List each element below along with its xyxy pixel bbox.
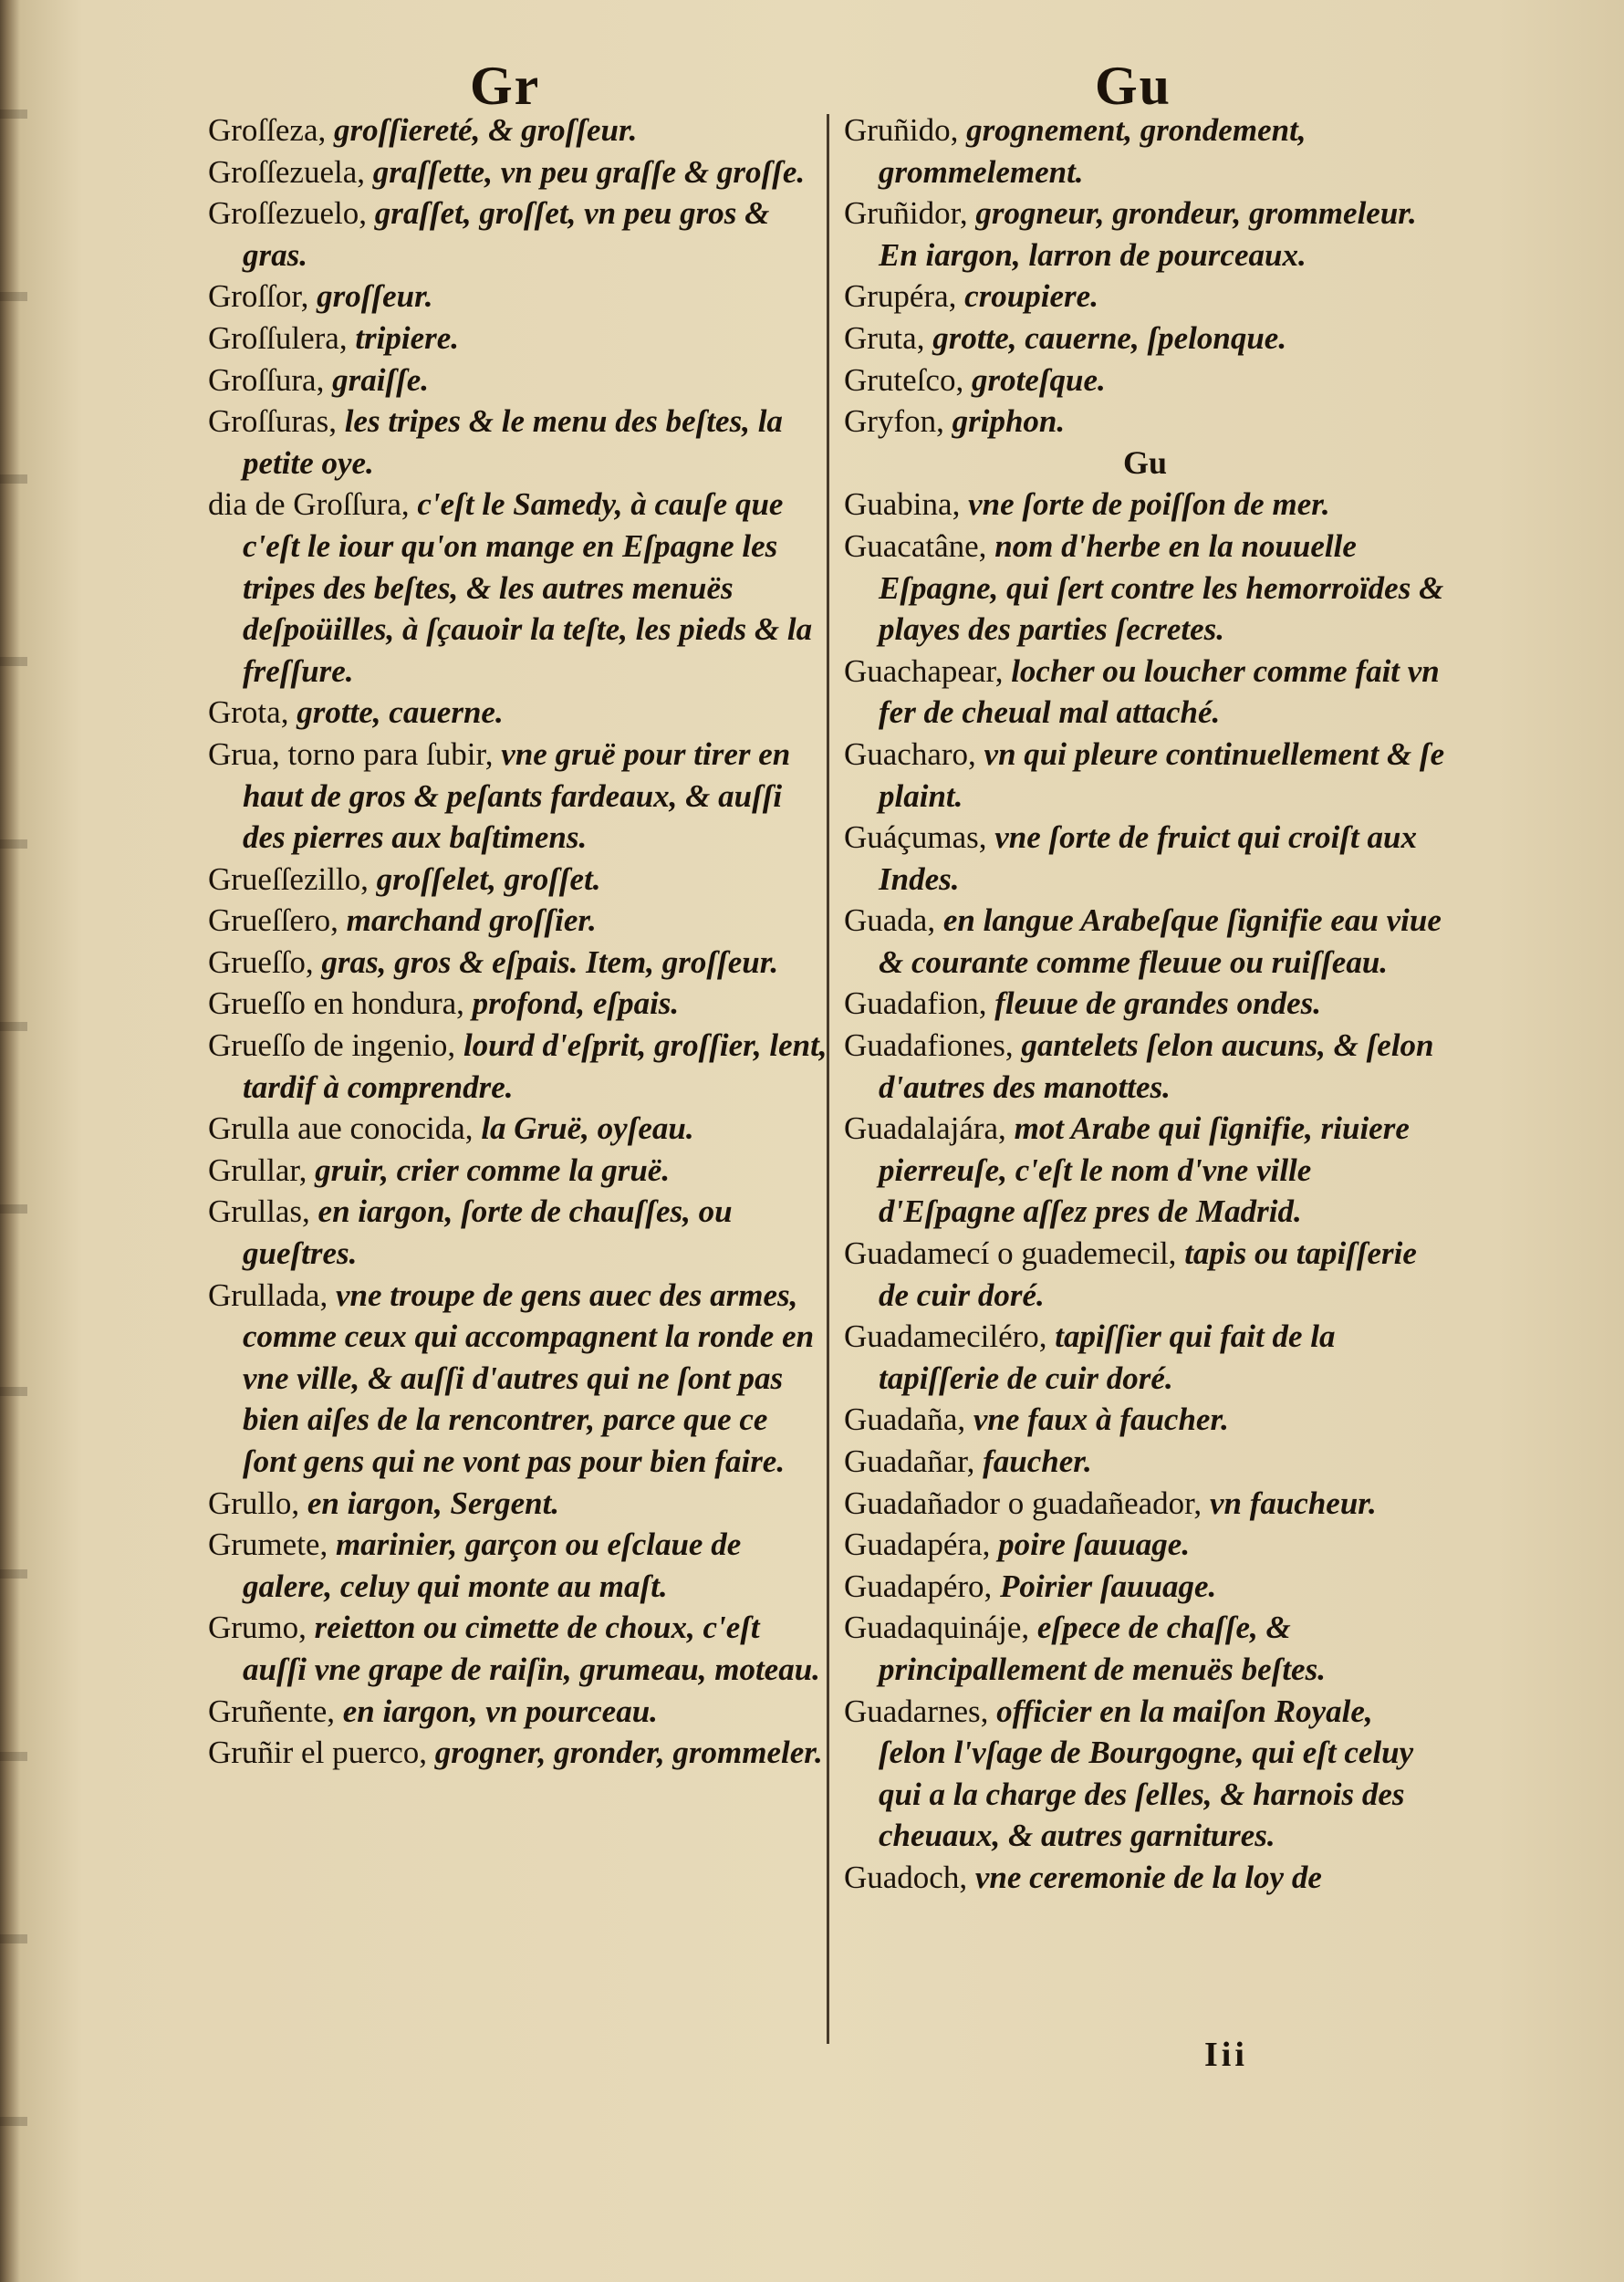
entry-headword: Grota, [208,694,289,731]
entry-headword: Grueſſo, [208,943,314,980]
dictionary-entry [208,1150,828,1192]
entry-definition: grognement, grondement, grommelement. [879,112,1306,190]
dictionary-entry [844,401,1446,443]
entry-headword: Grullo, [208,1485,300,1521]
entry-headword: Guada, [844,902,936,939]
entry-definition: grotte, cauerne, ſpelonque. [924,319,1287,356]
entry-definition: c'eſt le Samedy, à cauſe que c'eſt le iour qu'on mange en Eſpagne les tripes des beſtes, & les autres menuës deſpoüilles, à ſçauoir la teſte, les pieds & la freſſure. [243,486,813,689]
entry-headword: Grumete, [208,1527,328,1563]
dictionary-entry [844,526,1446,651]
entry-headword: Guadaquináje, [844,1610,1030,1646]
entry-headword: Guadafiones, [844,1027,1014,1064]
dictionary-entry [208,983,828,1025]
entry-definition: reietton ou cimette de choux, c'eſt auſſi vne grape de raiſin, grumeau, moteau. [243,1610,820,1687]
entry-headword: dia de Groſſura, [208,486,410,523]
entry-headword: Grullar, [208,1151,307,1188]
entry-headword: Gruñir el puerco, [208,1735,428,1771]
dictionary-entry [208,1691,828,1733]
dictionary-entry [208,1483,828,1525]
entry-definition: marinier, garçon ou eſclaue de galere, celuy qui monte au maſt. [243,1527,742,1604]
dictionary-entry [208,484,828,692]
entry-headword: Guadañador o guadañeador, [844,1485,1202,1521]
entry-headword: Groſſuras, [208,403,337,440]
entry-definition: vne ceremonie de la loy de [967,1859,1322,1895]
dictionary-entry [844,484,1446,526]
entry-definition: vne faux à faucher. [965,1402,1229,1438]
entry-headword: Guacatâne, [844,527,987,564]
entry-headword: Grupéra, [844,278,957,315]
entry-definition: groſſiereté, & groſſeur. [326,112,638,148]
entry-definition: en iargon, Sergent. [299,1485,560,1521]
dictionary-entry [208,1191,828,1274]
right-column [844,109,1446,1899]
dictionary-entry [208,1607,828,1690]
entry-definition: grotte, cauerne. [288,694,504,731]
entry-definition: eſpece de chaſſe, & principallement de menuës beſtes. [879,1610,1326,1687]
section-subheading: Gu [1122,443,1168,481]
entry-definition: tapiſſier qui fait de la tapiſſerie de cuir doré. [879,1318,1336,1396]
entry-headword: Guabina, [844,486,961,523]
entry-headword: Groſſeza, [208,112,327,148]
dictionary-entry [208,109,828,151]
dictionary-entry [844,1399,1446,1441]
entry-definition: fleuue de grandes ondes. [986,985,1322,1022]
left-column [208,109,828,1774]
dictionary-entry [208,1275,828,1483]
entry-definition: vne troupe de gens auec des armes, comme ceux qui accompagnent la ronde en vne ville, & auſſi d'autres qui ne ſont pas bien aiſes de la rencontrer, parce que ce ſont gens qui ne vont pas pour bien faire. [243,1276,815,1479]
entry-headword: Grueſſo en hondura, [208,985,464,1022]
entry-headword: Gruta, [844,319,925,356]
entry-headword: Gruñente, [208,1693,335,1729]
dictionary-entry [208,359,828,401]
dictionary-entry [208,401,828,484]
entry-headword: Grueſſezillo, [208,860,369,897]
entry-headword: Grueſſero, [208,902,338,939]
dictionary-entry [844,1566,1446,1608]
entry-headword: Guáçumas, [844,819,987,856]
dictionary-entry [844,1108,1446,1233]
entry-definition: groteſque. [963,361,1106,398]
entry-headword: Guadalajára, [844,1110,1006,1147]
entry-definition: nom d'herbe en la nouuelle Eſpagne, qui ſert contre les hemorroïdes & playes des parties ſecretes. [879,527,1444,648]
entry-definition: en iargon, vn pourceau. [334,1693,658,1729]
dictionary-entry [208,734,828,859]
entry-definition: mot Arabe qui ſignifie, riuiere pierreuſe, c'eſt le nom d'vne ville d'Eſpagne aſſez pres de Madrid. [879,1110,1410,1230]
entry-definition: groſſelet, groſſet. [368,860,601,897]
dictionary-entry [208,859,828,901]
dictionary-entry [208,942,828,984]
dictionary-entry [844,193,1446,276]
entry-definition: officier en la maiſon Royale, ſelon l'vſage de Bourgogne, qui eſt celuy qui a la charge des ſelles, & harnois des cheuaux, & autres garnitures. [879,1693,1414,1854]
entry-headword: Groſſura, [208,361,325,398]
entry-headword: Guadamecí o guademecil, [844,1235,1177,1272]
entry-definition: la Gruë, oyſeau. [473,1110,694,1147]
entry-definition: graſſet, groſſet, vn peu gros & gras. [243,195,770,273]
entry-definition: tapis ou tapiſſerie de cuir doré. [879,1235,1417,1313]
entry-definition: gras, gros & eſpais. Item, groſſeur. [313,943,779,980]
binding-edge [0,0,27,2282]
entry-headword: Grulla aue conocida, [208,1110,474,1147]
entry-definition: grogneur, grondeur, grommeleur. En iargon, larron de pourceaux. [879,195,1417,273]
entry-headword: Guadaña, [844,1402,966,1438]
entry-definition: croupiere. [956,278,1098,315]
entry-definition: graſſette, vn peu graſſe & groſſe. [365,153,806,190]
entry-definition: vn faucheur. [1202,1485,1377,1521]
entry-definition: vn qui pleure continuellement & ſe plaint. [879,735,1445,814]
dictionary-entry [844,359,1446,401]
dictionary-entry [844,1857,1446,1899]
entry-headword: Groſſulera, [208,319,348,356]
dictionary-entry [844,1524,1446,1566]
dictionary-entry [208,900,828,942]
entry-definition: les tripes & le menu des beſtes, la petite oye. [243,403,783,481]
entry-headword: Groſſor, [208,278,309,315]
dictionary-entry [844,1691,1446,1857]
entry-headword: Guadoch, [844,1859,968,1895]
entry-definition: locher ou loucher comme fait vn fer de cheual mal attaché. [879,652,1440,731]
dictionary-entry [208,1732,828,1774]
dictionary-entry [844,318,1446,359]
dictionary-entry [844,1483,1446,1525]
dictionary-entry [844,109,1446,193]
dictionary-entry [208,692,828,734]
entry-headword: Guacharo, [844,735,976,772]
dictionary-entry [208,1524,828,1607]
entry-definition: grogner, gronder, grommeler. [427,1735,823,1771]
dictionary-entry [208,151,828,193]
entry-definition: faucher. [974,1443,1092,1479]
entry-headword: Guadañar, [844,1443,975,1479]
entry-definition: groſſeur. [308,278,433,315]
entry-headword: Guadafion, [844,985,987,1022]
dictionary-entry [844,734,1446,817]
signature-mark: Iii [1204,2036,1248,2074]
entry-definition: gantelets ſelon aucuns, & ſelon d'autres des manottes. [879,1027,1434,1105]
entry-headword: Gruteſco, [844,361,964,398]
entry-definition: profond, eſpais. [463,985,680,1022]
entry-definition: vne gruë pour tirer en haut de gros & peſants fardeaux, & auſſi des pierres aux baſtimens. [243,735,791,856]
running-head-right: Gu [1095,56,1172,116]
entry-definition: en langue Arabeſque ſignifie eau viue & courante comme fleuue ou ruiſſeau. [879,902,1442,980]
entry-headword: Guachapear, [844,652,1004,689]
entry-headword: Groſſezuelo, [208,195,367,232]
entry-definition: marchand groſſier. [338,902,597,939]
entry-headword: Gruñidor, [844,195,968,232]
entry-headword: Guadarnes, [844,1693,989,1729]
entry-definition: vne ſorte de poiſſon de mer. [960,486,1330,523]
dictionary-entry [208,276,828,318]
entry-headword: Gruñido, [844,112,959,148]
dictionary-entry [844,1316,1446,1399]
entry-headword: Guadapéra, [844,1527,991,1563]
dictionary-entry [844,651,1446,734]
entry-definition: graiſſe. [324,361,430,398]
entry-definition: vne ſorte de fruict qui croiſt aux Indes. [879,819,1417,897]
entry-definition: lourd d'eſprit, groſſier, lent, tardif à comprendre. [243,1027,828,1105]
dictionary-entry [208,318,828,359]
entry-headword: Guadameciléro, [844,1318,1047,1355]
dictionary-entry [844,276,1446,318]
entry-definition: tripiere. [347,319,460,356]
entry-headword: Groſſezuela, [208,153,365,190]
entry-headword: Grullada, [208,1276,328,1313]
entry-headword: Grullas, [208,1193,310,1230]
dictionary-entry [208,193,828,276]
dictionary-entry [844,817,1446,900]
entry-headword: Guadapéro, [844,1568,993,1604]
dictionary-entry [844,983,1446,1025]
entry-definition: gruir, crier comme la gruë. [307,1151,671,1188]
entry-definition: poire ſauuage. [990,1527,1191,1563]
dictionary-entry [844,1441,1446,1483]
entry-definition: Poirier ſauuage. [992,1568,1217,1604]
dictionary-entry [208,1108,828,1150]
entry-headword: Grua, torno para ſubir, [208,735,494,772]
entry-headword: Grueſſo de ingenio, [208,1027,456,1064]
dictionary-entry [844,1607,1446,1690]
entry-headword: Grumo, [208,1610,307,1646]
dictionary-entry [844,900,1446,983]
entry-definition: en iargon, ſorte de chauſſes, ou gueſtres. [243,1193,733,1272]
dictionary-entry [208,1025,828,1108]
dictionary-entry [844,1025,1446,1108]
running-head-left: Gr [470,56,541,116]
entry-headword: Gryfon, [844,403,944,440]
dictionary-entry [844,1233,1446,1316]
entry-definition: griphon. [943,403,1066,440]
